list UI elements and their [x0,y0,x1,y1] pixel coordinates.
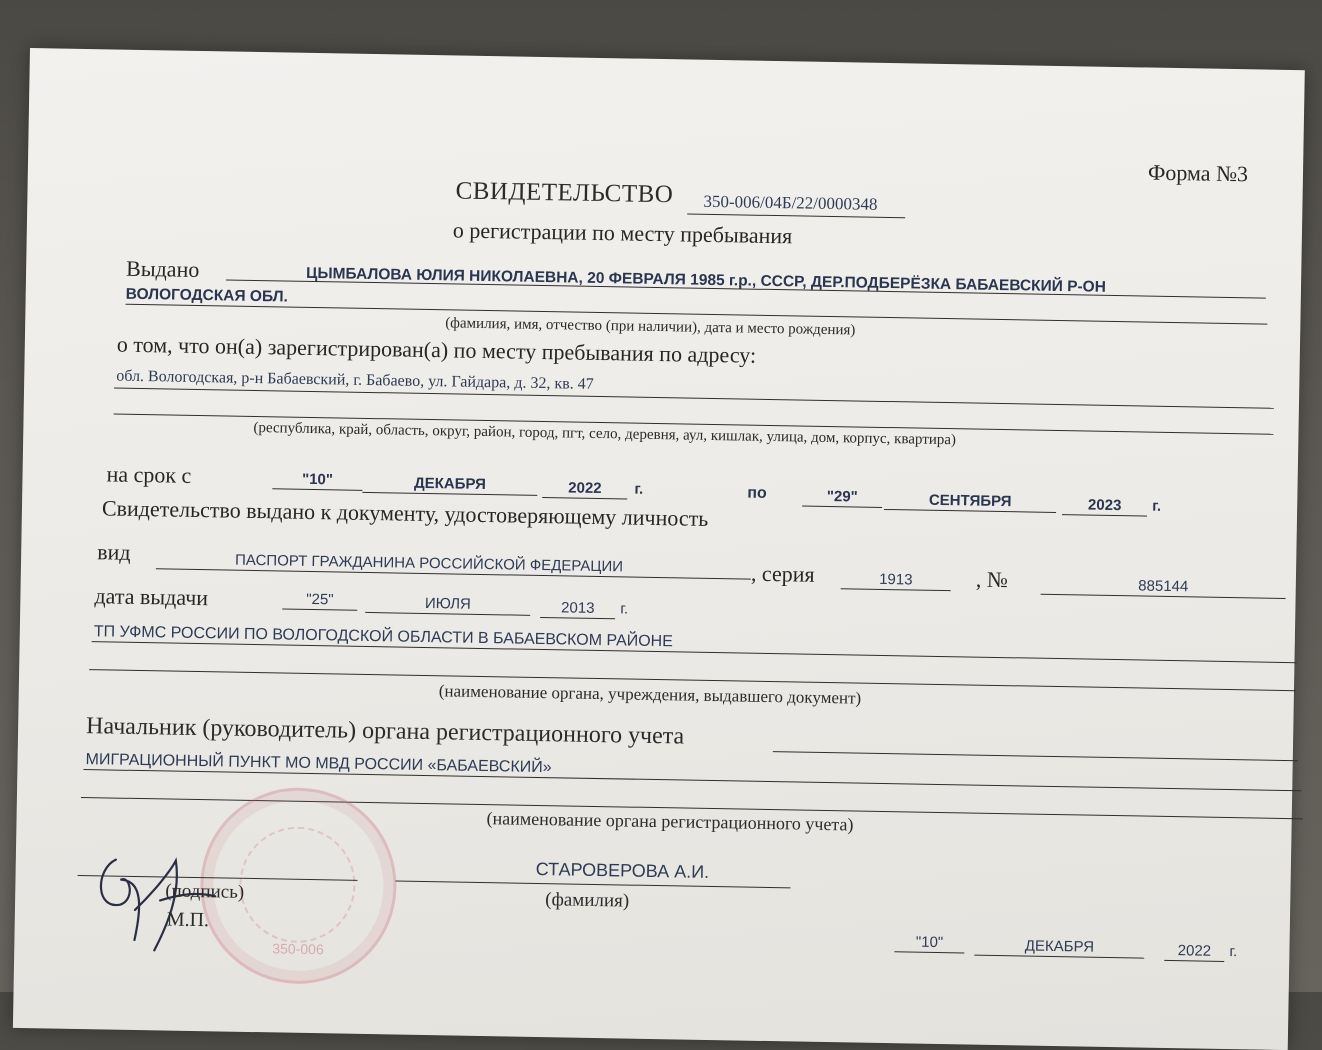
term-from-year: 2022 [568,479,602,498]
issued-to-line1: ЦЫМБАЛОВА ЮЛИЯ НИКОЛАЕВНА, 20 ФЕВРАЛЯ 1985 г.р., СССР, ДЕР.ПОДБЕРЁЗКА БАБАЕВСКИЙ Р-ОН [305,264,1107,296]
doc-type-value: ПАСПОРТ ГРАЖДАНИНА РОССИЙСКОЙ ФЕДЕРАЦИИ [234,551,624,576]
address-caption: (республика, край, область, округ, район, город, пгт, село, деревня, аул, кишлак, улица, дом, корпус, квартира) [253,419,957,449]
certificate-sheet [13,48,1305,1050]
term-from-month: ДЕКАБРЯ [413,474,487,494]
doc-issue-label: дата выдачи [94,583,209,611]
issue-year: 2022 [1177,942,1212,960]
issue-day: "10" [915,933,944,952]
document-subtitle: о регистрации по месту пребывания [452,217,793,249]
document-text: Свидетельство выдано к документу, удостоверяющему личность [101,495,709,531]
term-to-year: 2023 [1087,496,1122,515]
doc-issue-day: "25" [306,590,334,609]
chief-label: Начальник (руководитель) органа регистрационного учета [85,713,685,750]
doc-issue-month: ИЮЛЯ [424,594,471,613]
chief-org-caption: (наименование органа регистрационного учета) [486,808,854,835]
chief-org: МИГРАЦИОННЫЙ ПУНКТ МО МВД РОССИИ «БАБАЕВСКИЙ» [85,751,552,777]
term-to-month: СЕНТЯБРЯ [928,491,1012,511]
form-number: Форма №3 [1147,159,1249,187]
doc-number-value: 885144 [1138,577,1189,596]
term-to-label: по [747,484,767,502]
issue-year-suffix: г. [1229,943,1238,961]
doc-issuer-caption: (наименование органа, учреждения, выдавшего документ) [438,681,862,708]
term-from-year-suffix: г. [634,480,644,498]
doc-issuer: ТП УФМС РОССИИ ПО ВОЛОГОДСКОЙ ОБЛАСТИ В БАБАЕВСКОМ РАЙОНЕ [93,623,674,651]
doc-issue-year: 2013 [560,599,595,617]
term-to-day: "29" [826,487,858,506]
issued-label: Выдано [125,255,200,282]
stamp-label: М.П. [166,908,210,932]
term-from-label: на срок с [106,461,192,488]
document-title: СВИДЕТЕЛЬСТВО [455,177,674,209]
doc-number-label: , № [975,566,1009,593]
chief-surname: СТАРОВЕРОВА А.И. [535,858,710,882]
doc-issue-suffix: г. [620,600,629,618]
address-rule1 [114,388,1274,409]
doc-series-value: 1913 [879,570,913,589]
issued-to-line2: ВОЛОГОДСКАЯ ОБЛ. [125,285,289,306]
doc-series-label: , серия [750,560,815,587]
term-from-day: "10" [301,470,334,489]
seal-text: 350-006 [272,940,324,958]
issue-month: ДЕКАБРЯ [1024,937,1095,956]
certificate-number: 350-006/04Б/22/0000348 [703,191,878,214]
surname-caption: (фамилия) [545,889,630,912]
signature-caption: (подпись) [165,880,245,903]
registered-text: о том, что он(а) зарегистрирован(а) по месту пребывания по адресу: [116,331,757,368]
doc-type-label: вид [97,539,131,565]
address-value: обл. Вологодская, р-н Бабаевский, г. Бабаево, ул. Гайдара, д. 32, кв. 47 [116,367,594,393]
term-to-year-suffix: г. [1152,497,1162,515]
issued-to-caption: (фамилия, имя, отчество (при наличии), дата и место рождения) [445,315,856,339]
